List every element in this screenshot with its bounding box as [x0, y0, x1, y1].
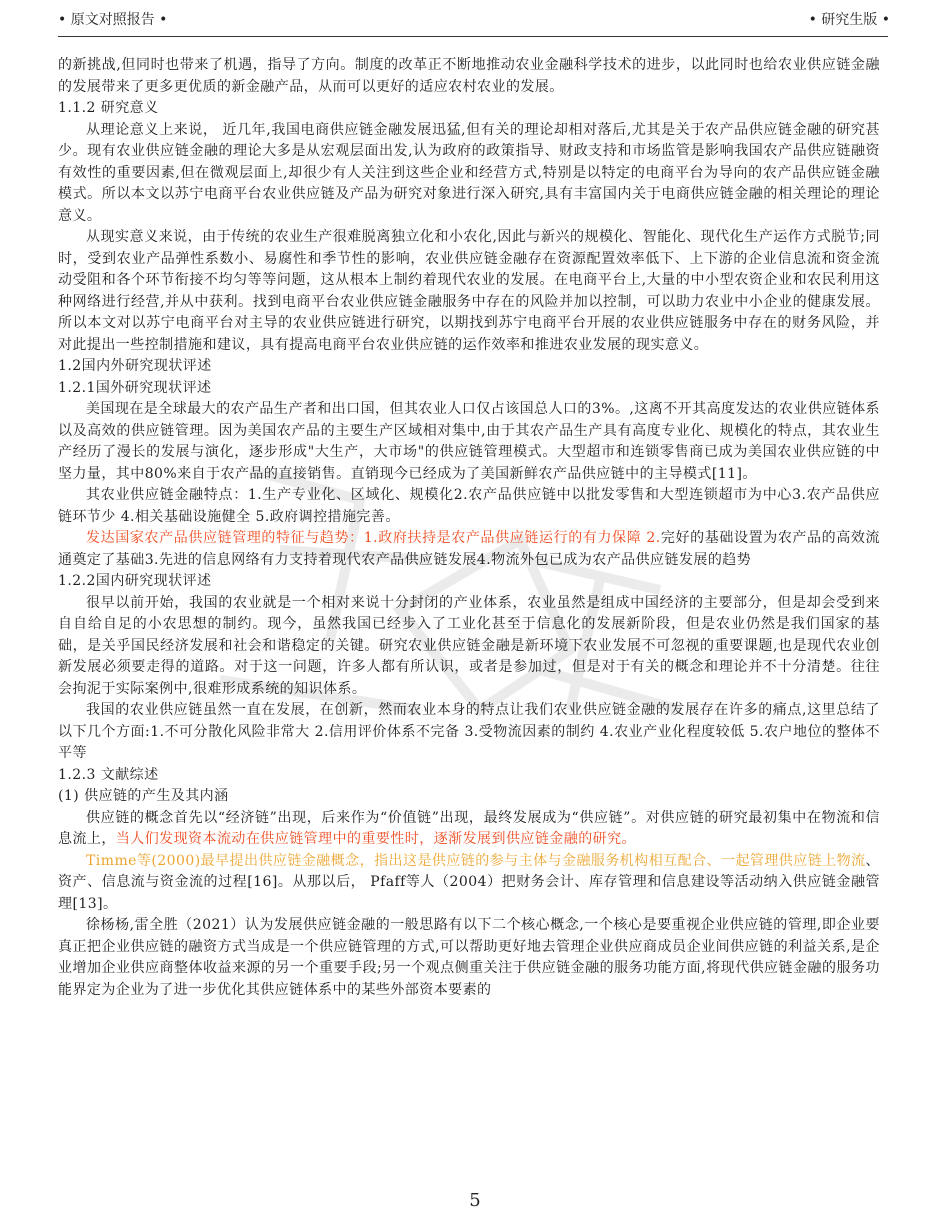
- page-number: 5: [469, 1190, 481, 1211]
- section-heading-1-2-2: 1.2.2国内研究现状评述: [58, 573, 212, 589]
- header-report-label: • 原文对照报告 •: [58, 12, 168, 28]
- page-header: [0, 0, 950, 40]
- subheading-supply-chain-origin: (1) 供应链的产生及其内涵: [58, 788, 229, 804]
- text-segment: 、资产、信息流与资金流的过程[16]。从那以后， Pfaff等人（2004）把财务会计、库存管理和信息建设等活动纳入供应链金融管理[13]。: [58, 852, 880, 912]
- paragraph-supply-chain-concept: [58, 808, 880, 851]
- paragraph-practical-significance: 从现实意义来说，由于传统的农业生产很难脱离独立化和小农化,因此与新兴的规模化、智能化、现代化生产运作方式脱节;同时，受到农业产品弹性系数小、易腐性和季节性的影响，农业供应链金融存在资源配置效率低下、上下游的企业信息流和资金流动受阻和各个环节衔接不均匀等等问题，这从根本上制约着现代农业的发展。在电商平台上,大量的中小型农资企业和农民利用这种网络进行经营,并从中获利。找到电商平台农业供应链金融服务中存在的风险并加以控制，可以助力农业中小企业的健康发展。所以本文对以苏宁电商平台对主导的农业供应链进行研究，以期找到苏宁电商平台开展的农业供应链服务中存在的财务风险，并对此提出一些控制措施和建议，具有提高电商平台农业供应链的运作效率和推进农业发展的现实意义。: [58, 229, 880, 353]
- highlight-orange: Timme等(2000)最早提出供应链金融概念，指出这是供应链的参与主体与金融服务机构相互配合、一起管理供应链上物流: [86, 852, 866, 869]
- paragraph-domestic-painpoints: 我国的农业供应链虽然一直在发展，在创新，然而农业本身的特点让我们农业供应链金融的发展存在许多的痛点,这里总结了以下几个方面:1.不可分散化风险非常大 2.信用评价体系不完备 3.受物流因素的制约 4.农业产业化程度较低 5.农户地位的整体不平等: [58, 702, 880, 761]
- section-heading-1-2-1: 1.2.1国外研究现状评述: [58, 379, 212, 396]
- header-divider: [58, 36, 888, 37]
- document-body: [58, 55, 880, 1001]
- header-version-label: • 研究生版 •: [808, 12, 890, 28]
- paragraph-continuation: 的新挑战,但同时也带来了机遇，指导了方向。制度的改革正不断地推动农业金融科学技术的进步，以此同时也给农业供应链金融的发展带来了更多更优质的新金融产品，从而可以更好的适应农村农业的发展。: [58, 57, 880, 95]
- section-heading-1-1-2: 1.1.2 研究意义: [58, 100, 159, 116]
- paragraph-xu-lei-citation: 徐杨杨,雷全胜（2021）认为发展供应链金融的一般思路有以下二个核心概念,一个核心是要重视企业供应链的管理,即企业要真正把企业供应链的融资方式当成是一个供应链管理的方式,可以帮助更好地去管理企业供应商成员企业间供应链的利益关系,是企业增加企业供应商整体收益来源的另一个重要手段;另一个观点侧重关注于供应链金融的服务功能方面,将现代供应链金融的服务功能界定为企业为了进一步优化其供应链体系中的某些外部资本要素的: [58, 917, 880, 998]
- paragraph-domestic-history: 很早以前开始，我国的农业就是一个相对来说十分封闭的产业体系，农业虽然是组成中国经济的主要部分，但是却会受到来自自给自足的小农思想的制约。现今，虽然我国已经步入了工业化甚至于信息化的发展新阶段，但是农业仍然是我们国家的基础，是关乎国民经济发展和社会和谐稳定的关键。研究农业供应链金融是新环境下农业发展不可忽视的重要课题,也是现代农业创新发展必须要走得的道路。对于这一问题，许多人都有所认识，或者是参加过，但是对于有关的概念和理论并不十分清楚。往往会拘泥于实际案例中,很难形成系统的知识体系。: [58, 594, 880, 697]
- section-heading-1-2-3: 1.2.3 文献综述: [58, 766, 159, 783]
- paragraph-developed-trends: [58, 528, 880, 571]
- highlight-red: 当人们发现资本流动在供应链管理中的重要性时，逐渐发展到供应链金融的研究。: [115, 831, 637, 847]
- section-heading-1-2: 1.2国内外研究现状评述: [58, 358, 212, 374]
- paragraph-finance-features: 其农业供应链金融特点：1.生产专业化、区域化、规模化2.农产品供应链中以批发零售和大型连锁超市为中心3.农产品供应链环节少 4.相关基础设施健全 5.政府调控措施完善。: [58, 487, 880, 525]
- highlight-red: 发达国家农产品供应链管理的特征与趋势：1.政府扶持是农产品供应链运行的有力保障 2.: [86, 530, 661, 546]
- paragraph-timme-citation: [58, 851, 880, 916]
- text-segment: 供应链的概念首先以“经济链”出现，后来作为“价值链”出现，最终发展成为“供应链”。对供应链的研究最初集中在物流和信息流上，: [58, 809, 880, 847]
- paragraph-us-agriculture: 美国现在是全球最大的农产品生产者和出口国，但其农业人口仅占该国总人口的3%。,这离不开其高度发达的农业供应链体系以及高效的供应链管理。因为美国农产品的主要生产区域相对集中,由于其农产品生产具有高度专业化、规模化的特点，其农业生产经历了漫长的发展与演化，逐步形成"大生产，大市场"的供应链管理模式。大型超市和连锁零售商已成为美国农业供应链的中坚力量，其中80%来自于农产品的直接销售。直销现今已经成为了美国新鲜农产品供应链中的主导模式[11]。: [58, 401, 880, 482]
- paragraph-theory-significance: 从理论意义上来说， 近几年,我国电商供应链金融发展迅猛,但有关的理论却相对落后,尤其是关于农产品供应链金融的研究甚少。现有农业供应链金融的理论大多是从宏观层面出发,认为政府的政策指导、财政支持和市场监管是影响我国农产品供应链融资有效性的重要因素,但在微观层面上,却很少有人关注到这些企业和经营方式,特别是以特定的电商平台为导向的农产品供应链金融模式。所以本文以苏宁电商平台农业供应链及产品为研究对象进行深入研究,具有丰富国内关于电商供应链金融的相关理论的理论意义。: [58, 121, 880, 224]
- text-segment: 完好的基础设置为农产品的高效流通奠定了基础3.先进的信息网络有力支持着现代农产品供应链发展4.物流外包已成为农产品供应链发展的趋势: [58, 530, 880, 568]
